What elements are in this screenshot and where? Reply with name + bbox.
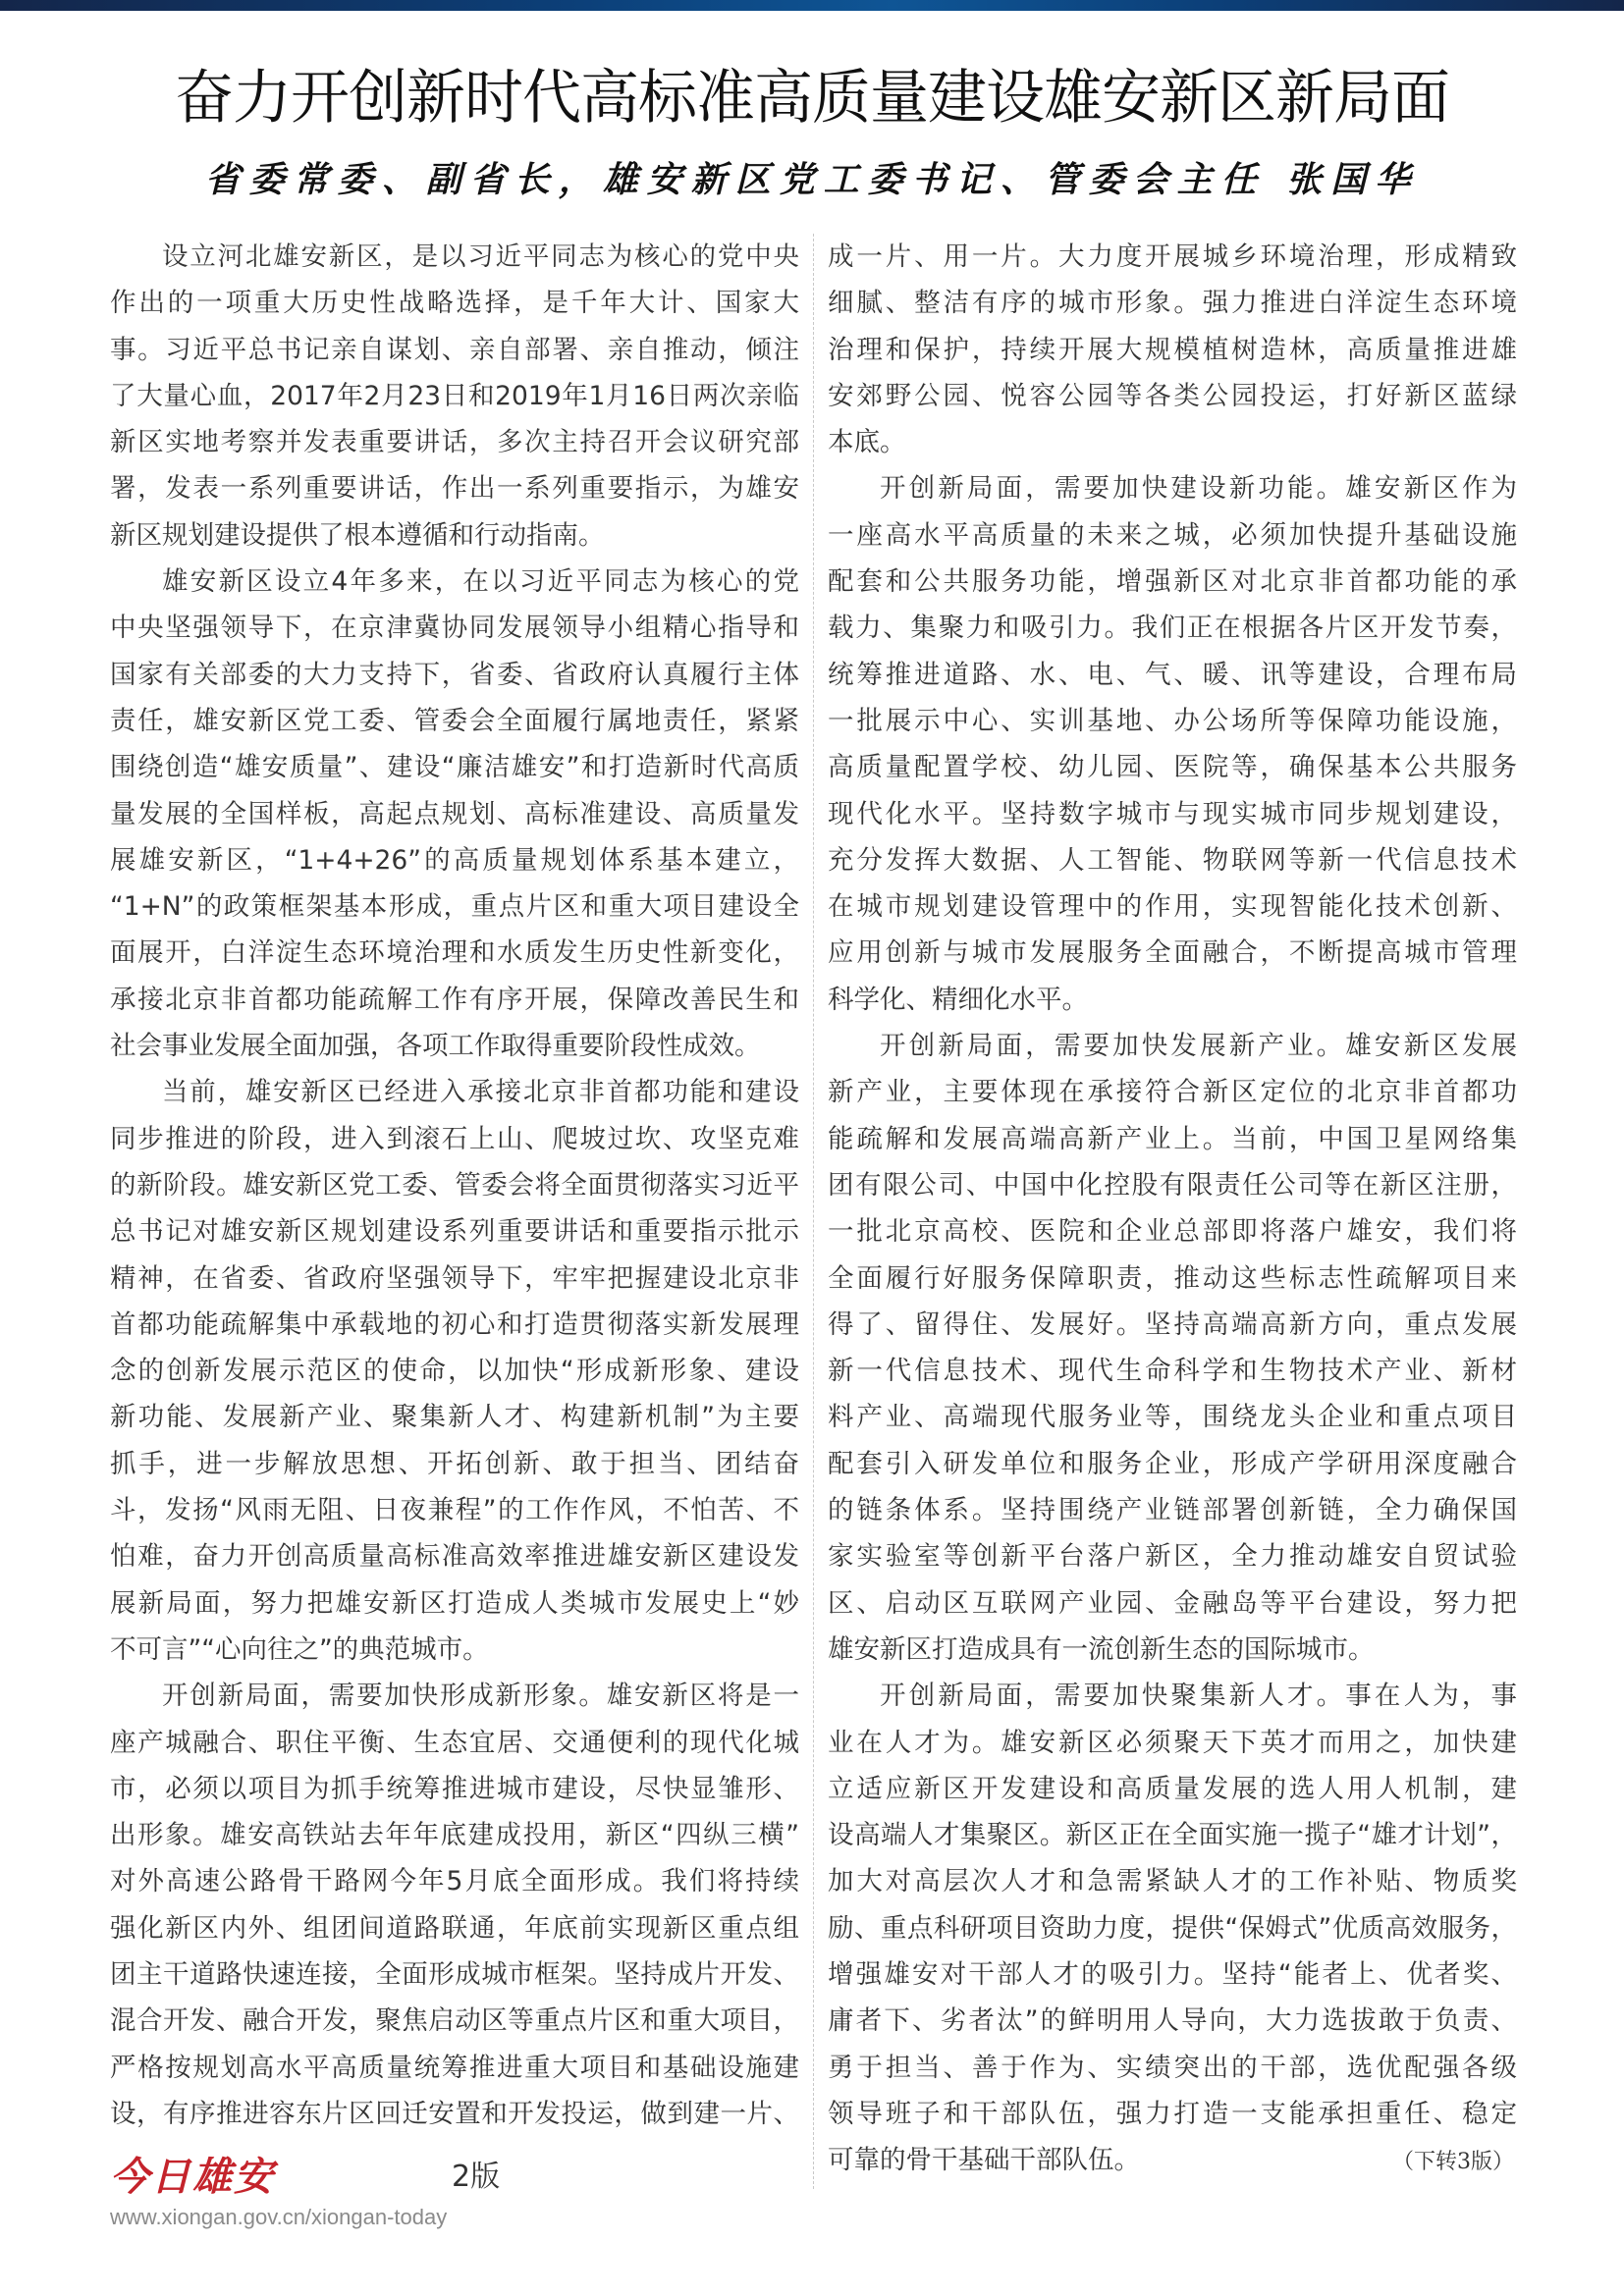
paragraph — [828, 1673, 1517, 2183]
text-line: 事。习近平总书记亲自谋划、亲自部署、亲自推动，倾注 — [110, 334, 799, 365]
text-line: 开创新局面，需要加快聚集新人才。事在人为，事 — [880, 1681, 1517, 1712]
text-line: 配套引入研发单位和服务企业，形成产学研用深度融合 — [828, 1448, 1517, 1479]
text-line: 业在人才为。雄安新区必须聚天下英才而用之，加快建 — [828, 1727, 1517, 1758]
text-line: 庸者下、劣者汰”的鲜明用人导向，大力选拔敢于负责、 — [828, 2005, 1517, 2037]
text-line: 现代化水平。坚持数字城市与现实城市同步规划建设， — [828, 798, 1517, 829]
text-line: 立适应新区开发建设和高质量发展的选人用人机制，建 — [828, 1773, 1517, 1804]
text-line: 署，发表一系列重要讲话，作出一系列重要指示，为雄安 — [110, 473, 799, 505]
text-line: 一座高水平高质量的未来之城，必须加快提升基础设施 — [828, 519, 1517, 551]
newspaper-logo: 今日雄安 — [110, 2154, 275, 2200]
text-line: 区、启动区互联网产业园、金融岛等平台建设，努力把 — [828, 1587, 1517, 1619]
paragraph — [110, 559, 799, 1069]
text-line: 领导班子和干部队伍，强力打造一支能承担重任、稳定 — [828, 2098, 1517, 2129]
text-line: 混合开发、融合开发，聚焦启动区等重点片区和重大项目， — [110, 2005, 799, 2037]
text-line: 严格按规划高水平高质量统筹推进重大项目和基础设施建 — [110, 2052, 799, 2083]
text-line: 料产业、高端现代服务业等，围绕龙头企业和重点项目 — [828, 1402, 1517, 1433]
text-line: 新产业，主要体现在承接符合新区定位的北京非首都功 — [828, 1077, 1517, 1108]
text-line: 团主干道路快速连接，全面形成城市框架。坚持成片开发、 — [110, 1958, 799, 1990]
article-title: 奋力开创新时代高标准高质量建设雄安新区新局面 — [175, 64, 1449, 133]
text-line: 应用创新与城市发展服务全面融合，不断提高城市管理 — [828, 937, 1517, 969]
text-line: 国家有关部委的大力支持下，省委、省政府认真履行主体 — [110, 659, 799, 690]
text-line: 细腻、整洁有序的城市形象。强力推进白洋淀生态环境 — [828, 288, 1517, 319]
text-line: 安郊野公园、悦容公园等各类公园投运，打好新区蓝绿 — [828, 380, 1517, 411]
paragraph — [828, 1023, 1517, 1673]
paragraph — [828, 234, 1517, 465]
text-line: 雄安新区打造成具有一流创新生态的国际城市。 — [828, 1633, 1375, 1665]
text-line: 开创新局面，需要加快形成新形象。雄安新区将是一 — [162, 1681, 799, 1712]
text-line: 市，必须以项目为抓手统筹推进城市建设，尽快显雏形、 — [110, 1773, 799, 1804]
text-line: 新区实地考察并发表重要讲话，多次主持召开会议研究部 — [110, 427, 799, 458]
text-line: 不可言”“心向往之”的典范城市。 — [110, 1633, 489, 1665]
text-line: 治理和保护，持续开展大规模植树造林，高质量推进雄 — [828, 334, 1517, 365]
paragraph — [110, 1069, 799, 1673]
text-line: 成一片、用一片。大力度开展城乡环境治理，形成精致 — [828, 241, 1517, 272]
text-line: 精神，在省委、省政府坚强领导下，牢牢把握建设北京非 — [110, 1262, 799, 1294]
text-line: 新一代信息技术、现代生命科学和生物技术产业、新材 — [828, 1356, 1517, 1387]
text-line: 配套和公共服务功能，增强新区对北京非首都功能的承 — [828, 566, 1517, 598]
text-line: 设立河北雄安新区，是以习近平同志为核心的党中央 — [162, 241, 799, 272]
text-line: 开创新局面，需要加快发展新产业。雄安新区发展 — [880, 1031, 1517, 1062]
text-line: “1+N”的政策框架基本形成，重点片区和重大项目建设全 — [110, 891, 799, 923]
text-line: 本底。 — [828, 427, 906, 458]
text-line: 团有限公司、中国中化控股有限责任公司等在新区注册， — [828, 1169, 1517, 1201]
text-line: 同步推进的阶段，进入到滚石上山、爬坡过坎、攻坚克难 — [110, 1123, 799, 1154]
paragraph — [828, 465, 1517, 1023]
edition-number: 2版 — [452, 2160, 501, 2194]
text-line: 展雄安新区，“1+4+26”的高质量规划体系基本建立， — [110, 844, 799, 876]
text-line: 对外高速公路骨干路网今年5月底全面形成。我们将持续 — [110, 1866, 799, 1897]
text-line: 量发展的全国样板，高起点规划、高标准建设、高质量发 — [110, 798, 799, 829]
text-line: 承接北京非首都功能疏解工作有序开展，保障改善民生和 — [110, 984, 799, 1015]
text-line: 念的创新发展示范区的使命，以加快“形成新形象、建设 — [110, 1356, 799, 1387]
top-color-bar — [0, 0, 1624, 11]
text-line: 中央坚强领导下，在京津冀协同发展领导小组精心指导和 — [110, 613, 799, 644]
paragraph — [110, 1673, 799, 2137]
text-line: 首都功能疏解集中承载地的初心和打造贯彻落实新发展理 — [110, 1308, 799, 1340]
text-line: 新功能、发展新产业、聚集新人才、构建新机制”为主要 — [110, 1402, 799, 1433]
text-line: 充分发挥大数据、人工智能、物联网等新一代信息技术 — [828, 844, 1517, 876]
text-line: 围绕创造“雄安质量”、建设“廉洁雄安”和打造新时代高质 — [110, 752, 799, 783]
text-line: 总书记对雄安新区规划建设系列重要讲话和重要指示批示 — [110, 1216, 799, 1248]
text-line: 科学化、精细化水平。 — [828, 984, 1088, 1015]
text-line: 社会事业发展全面加强，各项工作取得重要阶段性成效。 — [110, 1031, 761, 1062]
article-column-left — [110, 234, 799, 2137]
article-byline: 省委常委、副省长，雄安新区党工委书记、管委会主任 张国华 — [204, 159, 1420, 200]
text-line: 作出的一项重大历史性战略选择，是千年大计、国家大 — [110, 288, 799, 319]
text-line: 励、重点科研项目资助力度，提供“保姆式”优质高效服务， — [828, 1912, 1517, 1944]
text-line: 出形象。雄安高铁站去年年底建成投用，新区“四纵三横” — [110, 1820, 799, 1851]
text-line: 斗，发扬“风雨无阻、日夜兼程”的工作作风，不怕苦、不 — [110, 1495, 799, 1526]
continued-note: （下转3版） — [1392, 2150, 1514, 2174]
text-line: 能疏解和发展高端高新产业上。当前，中国卫星网络集 — [828, 1123, 1517, 1154]
text-line: 当前，雄安新区已经进入承接北京非首都功能和建设 — [162, 1077, 799, 1108]
column-divider — [813, 234, 814, 2189]
text-line: 抓手，进一步解放思想、开拓创新、敢于担当、团结奋 — [110, 1448, 799, 1479]
text-line: 在城市规划建设管理中的作用，实现智能化技术创新、 — [828, 891, 1517, 923]
text-line: 高质量配置学校、幼儿园、医院等，确保基本公共服务 — [828, 752, 1517, 783]
text-line: 得了、留得住、发展好。坚持高端高新方向，重点发展 — [828, 1308, 1517, 1340]
text-line: 一批北京高校、医院和企业总部即将落户雄安，我们将 — [828, 1216, 1517, 1248]
website-url[interactable]: www.xiongan.gov.cn/xiongan-today — [110, 2205, 448, 2229]
text-line: 全面履行好服务保障职责，推动这些标志性疏解项目来 — [828, 1262, 1517, 1294]
text-line: 加大对高层次人才和急需紧缺人才的工作补贴、物质奖 — [828, 1866, 1517, 1897]
text-line: 责任，雄安新区党工委、管委会全面履行属地责任，紧紧 — [110, 705, 799, 736]
text-line: 展新局面，努力把雄安新区打造成人类城市发展史上“妙 — [110, 1587, 799, 1619]
text-line: 新区规划建设提供了根本遵循和行动指南。 — [110, 519, 605, 551]
text-line: 强化新区内外、组团间道路联通，年底前实现新区重点组 — [110, 1912, 799, 1944]
text-line: 统筹推进道路、水、电、气、暖、讯等建设，合理布局 — [828, 659, 1517, 690]
text-line: 可靠的骨干基础干部队伍。 — [828, 2145, 1140, 2176]
text-line: 怕难，奋力开创高质量高标准高效率推进雄安新区建设发 — [110, 1541, 799, 1573]
text-line: 的新阶段。雄安新区党工委、管委会将全面贯彻落实习近平 — [110, 1169, 799, 1201]
text-line: 设，有序推进容东片区回迁安置和开发投运，做到建一片、 — [110, 2098, 799, 2129]
text-line: 载力、集聚力和吸引力。我们正在根据各片区开发节奏， — [828, 613, 1517, 644]
text-line: 勇于担当、善于作为、实绩突出的干部，选优配强各级 — [828, 2052, 1517, 2083]
text-line: 设高端人才集聚区。新区正在全面实施一揽子“雄才计划”， — [828, 1820, 1517, 1851]
text-line: 增强雄安对干部人才的吸引力。坚持“能者上、优者奖、 — [828, 1958, 1517, 1990]
article-column-right — [828, 234, 1517, 2183]
text-line: 的链条体系。坚持围绕产业链部署创新链，全力确保国 — [828, 1495, 1517, 1526]
paragraph — [110, 234, 799, 559]
text-line: 了大量心血，2017年2月23日和2019年1月16日两次亲临 — [110, 380, 799, 411]
text-line: 面展开，白洋淀生态环境治理和水质发生历史性新变化， — [110, 937, 799, 969]
text-line: 家实验室等创新平台落户新区，全力推动雄安自贸试验 — [828, 1541, 1517, 1573]
text-line: 开创新局面，需要加快建设新功能。雄安新区作为 — [880, 473, 1517, 505]
text-line: 座产城融合、职住平衡、生态宜居、交通便利的现代化城 — [110, 1727, 799, 1758]
text-line: 一批展示中心、实训基地、办公场所等保障功能设施， — [828, 705, 1517, 736]
text-line: 雄安新区设立4年多来，在以习近平同志为核心的党 — [162, 566, 799, 598]
